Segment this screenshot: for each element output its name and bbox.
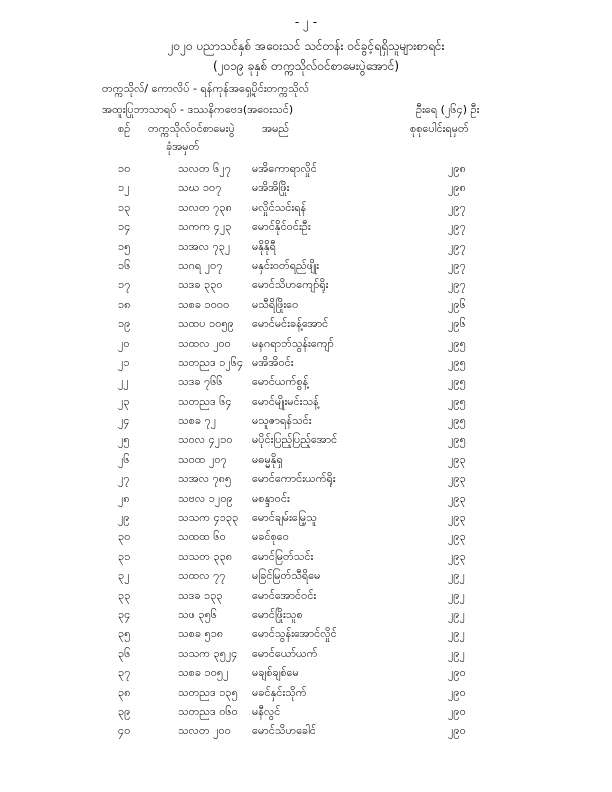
row-no: ၂၅ <box>118 433 130 447</box>
table-row <box>0 160 612 179</box>
row-score: ၂၉၇ <box>448 239 466 253</box>
row-name: မောင်မြတ်သင်း <box>252 549 314 563</box>
table-row <box>0 393 612 412</box>
table-row <box>0 218 612 237</box>
row-score: ၂၉၅ <box>448 433 466 447</box>
row-score: ၂၉၇ <box>448 258 466 272</box>
table-row <box>0 625 612 644</box>
table-row <box>0 257 612 276</box>
row-name: မဓမ္မနိုရှ <box>252 452 283 466</box>
row-name: မနိုနိုရီ <box>252 239 276 253</box>
row-score: ၂၉၀ <box>448 685 466 699</box>
row-score: ၂၉၂ <box>448 607 465 621</box>
row-roll: သထပ ၁၀၅၉ <box>178 317 234 331</box>
row-name: မအိအိဝင်း <box>252 355 294 369</box>
table-row <box>0 490 612 509</box>
table-row <box>0 335 612 354</box>
row-score: ၂၉၇ <box>448 200 466 214</box>
table-row <box>0 412 612 431</box>
row-roll: သဒခ ၃၃၀ <box>178 278 223 292</box>
row-no: ၄၀ <box>118 724 131 738</box>
row-name: မအိအိဖြိုး <box>252 181 290 195</box>
row-score: ၂၉၈ <box>448 162 466 175</box>
row-name: မောင်မင်းခန့်အောင် <box>252 317 329 331</box>
row-name: မချစ်ချစ်မေ <box>252 666 299 680</box>
row-score: ၂၉၆ <box>448 297 466 311</box>
row-name: မောင်သွန်းအောင်လှိုင် <box>252 627 337 641</box>
row-roll: သထလ ၇၇ <box>178 569 226 583</box>
row-no: ၁၇ <box>118 278 131 292</box>
row-roll: သသက ၃၅၂၄ <box>178 646 238 660</box>
row-name: မောင်ဖြိုးသူစ <box>252 607 303 621</box>
total-count: ဦးရေ (၂၆၄) ဦး <box>416 103 480 116</box>
row-score: ၂၉၂ <box>448 646 465 660</box>
row-no: ၂၇ <box>118 472 130 486</box>
header-name: အမည် <box>262 122 290 135</box>
row-score: ၂၉၇ <box>448 220 466 234</box>
row-score: ၂၉၀ <box>448 704 466 718</box>
row-roll: သလတ ၆၂၇ <box>178 162 231 175</box>
table-row <box>0 703 612 722</box>
row-name: မခင်စုဝေ <box>252 530 289 544</box>
row-no: ၃၃ <box>118 588 131 602</box>
row-name: မသူဇာရန်သင်း <box>252 414 312 428</box>
table-row <box>0 606 612 625</box>
page-number: - ၂ - <box>294 15 318 29</box>
row-roll: သတညဒ ၁၃၅ <box>178 685 238 699</box>
header-score: စုစုပေါင်းရမှတ် <box>410 122 469 135</box>
row-name: မအိကောရာလှိုင် <box>252 162 317 175</box>
row-roll: သစခ ၅၁၈ <box>178 627 224 641</box>
table-body <box>0 160 612 742</box>
row-score: ၂၉၃ <box>448 530 466 544</box>
table-row <box>0 509 612 528</box>
row-no: ၃၁ <box>118 549 131 563</box>
row-name: မောင်နိုင်ဝင်းဦး <box>252 220 311 234</box>
row-score: ၂၉၃ <box>448 472 466 486</box>
row-score: ၂၉၈ <box>448 181 466 195</box>
row-no: ၁၅ <box>118 239 131 253</box>
table-row <box>0 645 612 664</box>
table-row <box>0 528 612 547</box>
subject-label: အထူးပြုဘာသာရပ် - ဒဿနိကဗေဒ(အဝေးသင်) <box>102 103 294 116</box>
row-score: ၂၉၅ <box>448 336 466 350</box>
row-score: ၂၉၅ <box>448 375 466 389</box>
row-score: ၂၉၃ <box>448 549 466 563</box>
header-no: စဉ် <box>118 122 131 135</box>
table-row <box>0 354 612 373</box>
row-roll: သကက ၄၂၃ <box>178 220 232 234</box>
table-row <box>0 296 612 315</box>
row-no: ၃၀ <box>118 530 131 544</box>
university-label: တက္ကသိုလ်/ ကောလိပ် - ရန်ကုန်အရှေ့ပိုင်းတက္ကသိုလ် <box>102 82 310 95</box>
row-roll: သသတ ၃၃၈ <box>178 549 233 563</box>
row-roll: သတညဒ ၀၆၀ <box>178 704 238 718</box>
row-no: ၂၄ <box>118 414 130 428</box>
row-roll: သဖ ၃၅၆ <box>178 607 217 621</box>
row-roll: သလတ ၂၀၀ <box>178 724 231 738</box>
row-no: ၁၄ <box>118 220 131 234</box>
row-name: မောင်ချမ်းမြေ့သူ <box>252 511 317 525</box>
row-roll: သဝလ ၄၂၁၀ <box>178 433 233 447</box>
table-row <box>0 470 612 489</box>
row-score: ၂၉၅ <box>448 355 466 369</box>
row-name: မလှိုင်သင်းရန် <box>252 200 307 214</box>
row-name: မနီလွင် <box>252 704 281 718</box>
row-name: မပိုင်းပြည့်ပြည့်အောင် <box>252 433 338 447</box>
row-no: ၃၂ <box>118 569 130 583</box>
row-no: ၂၀ <box>118 336 130 350</box>
row-no: ၂၂ <box>118 375 129 389</box>
row-score: ၂၉၃ <box>448 452 466 466</box>
row-name: မစန္ဒာဝင်း <box>252 491 290 505</box>
row-no: ၁၈ <box>118 297 131 311</box>
row-no: ၁၆ <box>118 258 131 272</box>
row-roll: သအလ ၇၈၅ <box>178 472 232 486</box>
row-no: ၁၂ <box>118 181 130 195</box>
row-score: ၂၉၂ <box>448 569 465 583</box>
table-row <box>0 373 612 392</box>
row-roll: သတညဒ ၆၄ <box>178 394 232 408</box>
row-name: မောင်အောင်ဝင်း <box>252 588 317 602</box>
table-row <box>0 684 612 703</box>
row-name: မောင်ကောင်းယက်ရိုး <box>252 472 336 486</box>
row-score: ၂၉၀ <box>448 666 466 680</box>
row-roll: သစခ ၁၀၀၀ <box>178 297 230 311</box>
row-name: မောင်ယော်ယက် <box>252 646 318 660</box>
row-no: ၃၄ <box>118 607 131 621</box>
row-no: ၃၈ <box>118 685 131 699</box>
row-name: မောင်ယက်စွန့် <box>252 375 309 389</box>
header-roll: တက္ကသိုလ်ဝင်စာမေးပွဲ <box>148 122 235 135</box>
row-roll: သစခ ၁၀၅၂ <box>178 666 229 680</box>
table-row <box>0 199 612 218</box>
table-row <box>0 431 612 450</box>
table-row <box>0 664 612 683</box>
row-no: ၂၉ <box>118 511 130 525</box>
row-score: ၂၉၅ <box>448 414 466 428</box>
row-roll: သတညဒ ၁၂၆၄ <box>178 355 244 369</box>
row-name: မနှင်းဝတ်ရည်ဖျိုး <box>252 258 320 272</box>
row-roll: သထလ ၂၀၀ <box>178 336 231 350</box>
row-score: ၂၉၅ <box>448 394 466 408</box>
row-roll: သဂရ ၂၀၇ <box>178 258 223 272</box>
table-row <box>0 451 612 470</box>
row-roll: သသက ၄၁၃၃ <box>178 511 239 525</box>
row-roll: သဒခ ၁၃၃ <box>178 588 223 602</box>
row-score: ၂၉၀ <box>448 724 466 738</box>
row-name: မောင်သိဟကျော်ရိုး <box>252 278 329 292</box>
table-row <box>0 315 612 334</box>
table-row <box>0 587 612 606</box>
row-roll: သစခ ၇၂ <box>178 414 217 428</box>
row-name: မခင်နှင်းသိုက် <box>252 685 307 699</box>
row-roll: သထထ ၆၀ <box>178 530 226 544</box>
table-row <box>0 276 612 295</box>
row-score: ၂၉၃ <box>448 511 466 525</box>
row-score: ၂၉၂ <box>448 588 465 602</box>
row-score: ၂၉၂ <box>448 627 465 641</box>
page-title: ၂၀၂၀ ပညာသင်နှစ် အဝေးသင် သင်တန်း ဝင်ခွင့်ရရှိသူများစာရင်း <box>167 39 445 53</box>
table-row <box>0 722 612 741</box>
page-subtitle: (၂၀၁၉ ခုနှစ် တက္ကသိုလ်ဝင်စာမေးပွဲအောင်) <box>212 59 400 73</box>
table-row <box>0 179 612 198</box>
row-name: မနဂရာဘ်သွန်းကျော် <box>252 336 334 350</box>
row-name: မခြင်မြတ်သီရိမေ <box>252 569 321 583</box>
row-no: ၁၉ <box>118 317 131 331</box>
row-roll: သဝထ ၂၀၇ <box>178 452 227 466</box>
row-no: ၁၃ <box>118 200 131 214</box>
row-score: ၂၉၆ <box>448 317 466 331</box>
row-no: ၃၆ <box>118 646 131 660</box>
row-roll: သလတ ၇၃၈ <box>178 200 232 214</box>
row-roll: သအလ ၇၃၂ <box>178 239 231 253</box>
row-no: ၃၇ <box>118 666 131 680</box>
table-row <box>0 548 612 567</box>
table-row <box>0 567 612 586</box>
table-row <box>0 238 612 257</box>
row-no: ၂၃ <box>118 394 130 408</box>
row-roll: သဒခ ၇၆၆ <box>178 375 223 389</box>
row-no: ၁၀ <box>118 162 131 175</box>
row-no: ၃၉ <box>118 704 131 718</box>
row-score: ၂၉၃ <box>448 491 466 505</box>
row-roll: သဗလ ၁၂၀၉ <box>178 491 233 505</box>
row-name: မောင်မျိုးမင်းသန့် <box>252 394 319 408</box>
row-no: ၂၆ <box>118 452 130 466</box>
header-roll-2: ခုံအမှတ် <box>166 140 200 153</box>
row-name: မသီရိဖြိုးဝေ <box>252 297 299 311</box>
row-no: ၃၅ <box>118 627 131 641</box>
row-roll: သဃ ၁၀၇ <box>178 181 222 195</box>
row-no: ၂၈ <box>118 491 130 505</box>
row-score: ၂၉၇ <box>448 278 466 292</box>
row-name: မောင်သိဟခေါင် <box>252 724 317 738</box>
row-no: ၂၁ <box>118 355 130 369</box>
